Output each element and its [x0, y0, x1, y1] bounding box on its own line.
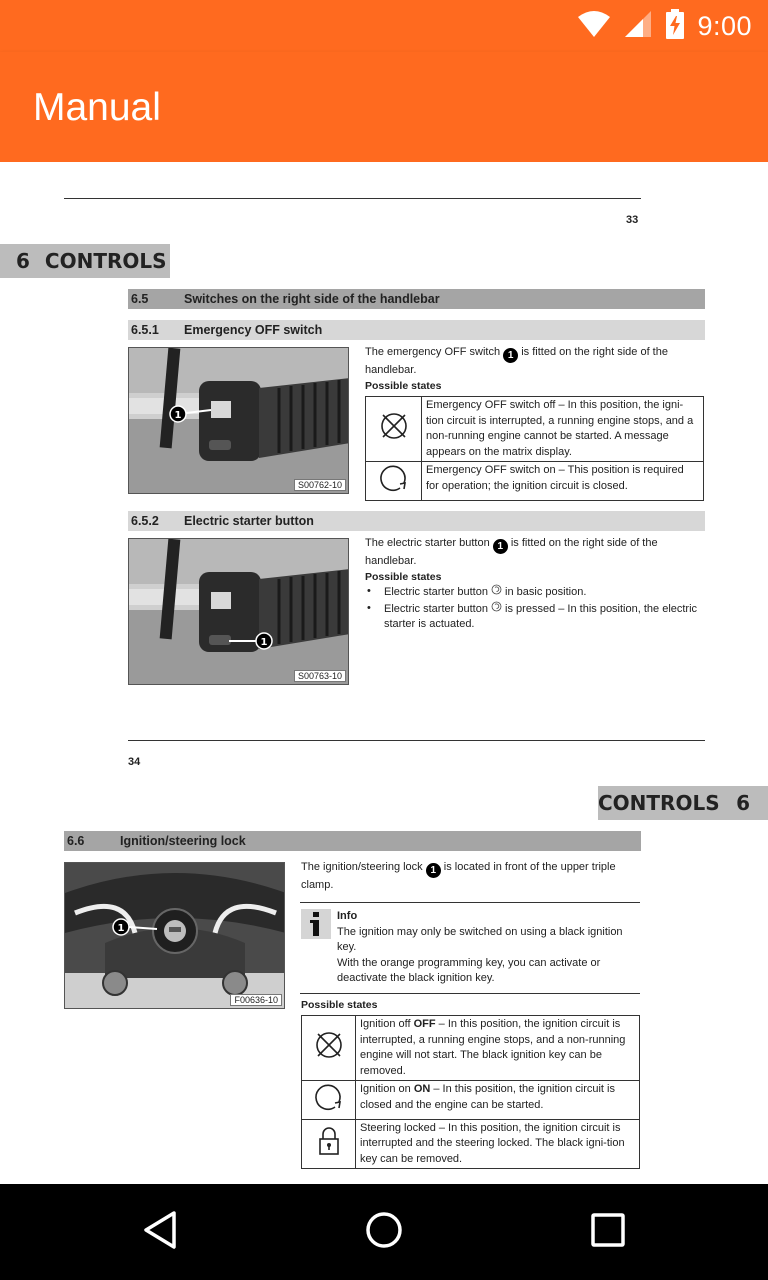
cell-signal-icon — [623, 10, 653, 42]
table-row — [302, 1016, 640, 1081]
info-box — [300, 902, 640, 994]
starter-button-icon — [491, 586, 502, 598]
state-description: Emergency OFF switch off – In this position, the igni-tion circuit is interrupted, a running engine stops, and a non-running engine cannot be started. A message appears on the matrix display. — [422, 397, 704, 462]
description-text: is fitted on the right side of the handlebar. — [365, 537, 658, 568]
section-title: Ignition/steering lock — [120, 834, 246, 848]
emergency-off-states-table — [365, 396, 704, 501]
section-number: 6.5.1 — [131, 323, 159, 337]
info-heading: Info — [337, 910, 358, 922]
image-code: S00763-10 — [294, 670, 346, 682]
wifi-icon — [577, 10, 611, 42]
section-heading-6-5-2 — [128, 511, 705, 531]
state-keyword: ON — [413, 1083, 431, 1095]
chapter-header — [0, 244, 170, 278]
back-button[interactable] — [136, 1208, 184, 1256]
chapter-title: CONTROLS — [598, 791, 720, 815]
home-button[interactable] — [360, 1208, 408, 1256]
state-description — [356, 1081, 640, 1120]
possible-states-label: Possible states — [365, 571, 442, 583]
section-title: Emergency OFF switch — [184, 323, 323, 337]
recents-button[interactable] — [584, 1208, 632, 1256]
ignition-lock-photo — [64, 862, 285, 1009]
home-icon — [365, 1211, 403, 1253]
emergency-off-icon — [366, 397, 422, 462]
description-text: The ignition/steering lock — [301, 861, 426, 873]
section-number: 6.6 — [67, 834, 85, 848]
chapter-title: CONTROLS — [44, 249, 167, 273]
callout-marker: 1 — [503, 348, 518, 363]
description-text: The emergency OFF switch — [365, 346, 504, 358]
state-text: Electric starter button — [384, 602, 491, 615]
description-text: is fitted on the right side of the handlebar. — [365, 346, 668, 377]
svg-text:1: 1 — [260, 637, 268, 648]
ignition-lock-description — [301, 860, 641, 894]
recents-icon — [591, 1213, 625, 1251]
state-text: Electric starter button — [384, 586, 491, 598]
info-text: The ignition may only be switched on using a black ignition key. — [337, 925, 623, 953]
table-row — [366, 397, 704, 462]
state-prefix: Ignition on — [360, 1083, 414, 1095]
state-text: in basic position. — [502, 586, 587, 598]
chapter-number: 6 — [736, 791, 750, 815]
possible-states-label: Possible states — [301, 999, 378, 1011]
state-text: is pressed – In this position, the electric starter is actuated. — [384, 602, 698, 630]
page-top-rule — [128, 740, 705, 741]
ignition-states-table — [301, 1015, 640, 1169]
info-icon — [301, 909, 331, 939]
section-number: 6.5 — [131, 292, 149, 306]
navigation-bar — [0, 1184, 768, 1280]
app-bar — [0, 52, 768, 162]
state-text: Steering locked – In this position, the ignition circuit is interrupted and the steering locked. The black igni-tion key can be removed. — [360, 1121, 625, 1165]
page-number: 34 — [128, 756, 141, 768]
info-text: With the orange programming key, you can activate or deactivate the black ignition key. — [337, 956, 601, 984]
table-row — [302, 1081, 640, 1120]
callout-marker: 1 — [493, 539, 508, 554]
table-row — [366, 462, 704, 501]
image-code: S00762-10 — [294, 479, 346, 491]
state-text: – In this position, the ignition circuit is interrupted, a running engine stops, and a non-running engine will not start. The black ignition key can be removed. — [360, 1018, 626, 1077]
description-text: is located in front of the upper triple clamp. — [301, 861, 616, 892]
chapter-number: 6 — [16, 249, 30, 273]
back-icon — [142, 1210, 178, 1254]
state-description — [356, 1119, 640, 1169]
state-text: – In this position, the ignition circuit is closed and the engine can be started. — [360, 1083, 615, 1111]
emergency-on-icon — [366, 462, 422, 501]
state-description — [356, 1016, 640, 1081]
document-view[interactable] — [0, 162, 768, 1184]
page-top-rule — [64, 198, 641, 199]
list-item — [365, 584, 705, 601]
state-prefix: Ignition off — [360, 1018, 414, 1030]
section-heading-6-6 — [64, 831, 641, 851]
list-item — [365, 601, 705, 633]
possible-states-label: Possible states — [365, 380, 442, 392]
section-number: 6.5.2 — [131, 514, 159, 528]
state-keyword: OFF — [413, 1018, 436, 1030]
section-title: Switches on the right side of the handlebar — [184, 292, 440, 306]
starter-button-icon — [491, 603, 502, 615]
electric-starter-photo — [128, 538, 349, 685]
section-heading-6-5-1 — [128, 320, 705, 340]
chapter-header — [598, 786, 768, 820]
ignition-off-icon — [302, 1016, 356, 1081]
section-heading-6-5 — [128, 289, 705, 309]
section-title: Electric starter button — [184, 514, 314, 528]
starter-states-list — [365, 584, 705, 633]
table-row — [302, 1119, 640, 1169]
battery-charging-icon — [665, 9, 685, 43]
image-code: F00636-10 — [230, 994, 282, 1006]
status-time: 9:00 — [697, 10, 752, 41]
ignition-on-icon — [302, 1081, 356, 1120]
app-title: Manual — [33, 86, 161, 129]
electric-starter-description — [365, 536, 705, 570]
steering-lock-icon — [302, 1119, 356, 1169]
svg-text:1: 1 — [117, 923, 125, 934]
page-number: 33 — [626, 214, 639, 226]
svg-text:1: 1 — [174, 410, 182, 421]
emergency-off-switch-photo — [128, 347, 349, 494]
state-description: Emergency OFF switch on – This position is required for operation; the ignition circuit is closed. — [422, 462, 704, 501]
status-bar — [0, 0, 768, 52]
description-text: The electric starter button — [365, 537, 493, 549]
emergency-off-description — [365, 345, 705, 379]
callout-marker: 1 — [426, 863, 441, 878]
